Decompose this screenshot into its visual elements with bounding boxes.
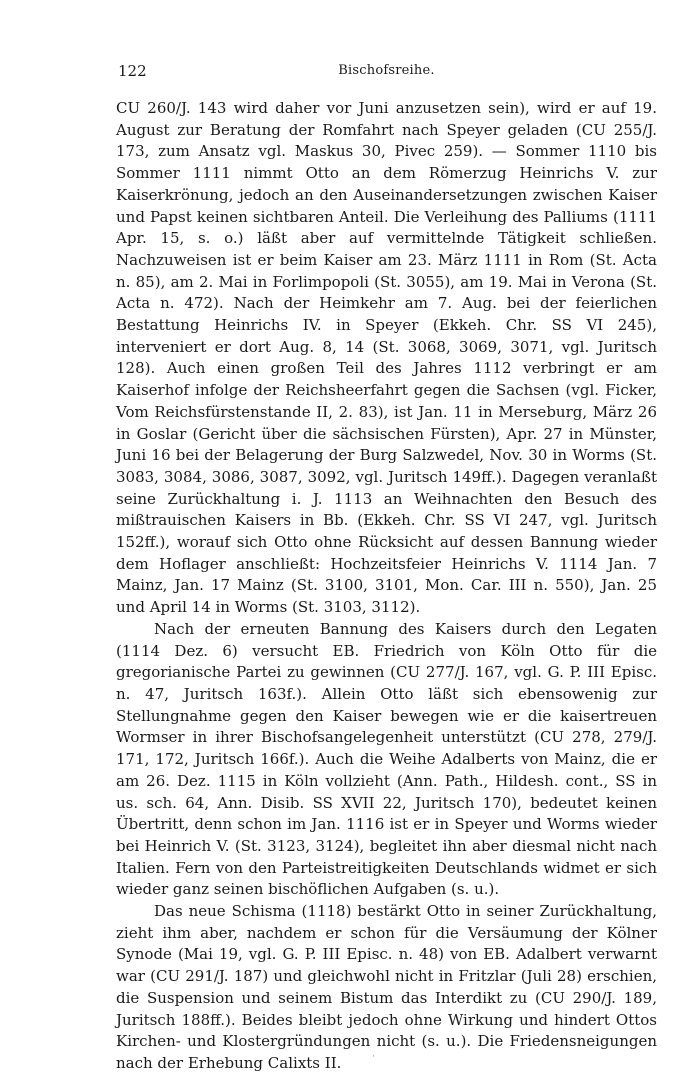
document-page [116,62,657,1075]
running-title: Bischofsreihe. [338,63,435,78]
footer-mark: · [372,1052,375,1062]
paragraph: CU 260/J. 143 wird daher vor Juni anzusetzen sein), wird er auf 19. August zur Beratung der Romfahrt nach Speyer geladen (CU 255/J. 173, zum Ansatz vgl. Maskus 30, Pivec 259). — Sommer 1110 bis Sommer 1111 nimmt Otto an dem Römerzug Heinrichs V. zur Kaiserkrönung, jedoch an den Auseinandersetzungen zwischen Kaiser und Papst keinen sichtbaren Anteil. Die Verleihung des Palliums (1111 Apr. 15, s. o.) läßt aber auf vermittelnde Tätigkeit schließen. Nachzuweisen ist er beim Kaiser am 23. März 1111 in Rom (St. Acta n. 85), am 2. Mai in Forlimpopoli (St. 3055), am 19. Mai in Verona (St. Acta n. 472). Nach der Heimkehr am 7. Aug. bei der feierlichen Bestattung Heinrichs IV. in Speyer (Ekkeh. Chr. SS VI 245), interveniert er dort Aug. 8, 14 (St. 3068, 3069, 3071, vgl. Juritsch 128). Auch einen großen Teil des Jahres 1112 verbringt er am Kaiserhof infolge der Reichsheerfahrt gegen die Sachsen (vgl. Ficker, Vom Reichsfürstenstande II, 2. 83), ist Jan. 11 in Merseburg, März 26 in Goslar (Gericht über die sächsischen Fürsten), Apr. 27 in Münster, Juni 16 bei der Belagerung der Burg Salzwedel, Nov. 30 in Worms (St. 3083, 3084, 3086, 3087, 3092, vgl. Juritsch 149ff.). Dagegen veranlaßt seine Zurückhaltung i. J. 1113 an Weihnachten den Besuch des mißtrauischen Kaisers in Bb. (Ekkeh. Chr. SS VI 247, vgl. Juritsch 152ff.), worauf sich Otto ohne Rücksicht auf dessen Bannung wieder dem Hoflager anschließt: Hochzeitsfeier Heinrichs V. 1114 Jan. 7 Mainz, Jan. 17 Mainz (St. 3100, 3101, Mon. Car. III n. 550), Jan. 25 und April 14 in Worms (St. 3103, 3112). [116,99,657,617]
page-header [116,62,657,86]
paragraph: Nach der erneuten Bannung des Kaisers durch den Legaten (1114 Dez. 6) versucht EB. Friedrich von Köln Otto für die gregorianische Partei zu gewinnen (CU 277/J. 167, vgl. G. P. III Episc. n. 47, Juritsch 163f.). Allein Otto läßt sich ebensowenig zur Stellungnahme gegen den Kaiser bewegen wie er die kaisertreuen Wormser in ihrer Bischofsangelegenheit unterstützt (CU 278, 279/J. 171, 172, Juritsch 166f.). Auch die Weihe Adalberts von Mainz, die er am 26. Dez. 1115 in Köln vollzieht (Ann. Path., Hildesh. cont., SS in us. sch. 64, Ann. Disib. SS XVII 22, Juritsch 170), bedeutet keinen Übertritt, denn schon im Jan. 1116 ist er in Speyer und Worms wieder bei Heinrich V. (St. 3123, 3124), begleitet ihn aber diesmal nicht nach Italien. Fern von den Parteistreitigkeiten Deutschlands widmet er sich wieder ganz seinen bischöflichen Aufgaben (s. u.). [116,619,657,899]
body-text [116,98,657,1075]
paragraph: Das neue Schisma (1118) bestärkt Otto in seiner Zurückhaltung, zieht ihm aber, nachdem er schon für die Versäumung der Kölner Synode (Mai 19, vgl. G. P. III Episc. n. 48) von EB. Adalbert verwarnt war (CU 291/J. 187) und gleichwohl nicht in Fritzlar (Juli 28) erschien, die Suspension und seinem Bistum das Interdikt zu (CU 290/J. 189, Juritsch 188ff.). Beides bleibt jedoch ohne Wirkung und hindert Ottos Kirchen- und Klostergründungen nicht (s. u.). Die Friedensneigungen nach der Erhebung Calixts II. [116,902,657,1072]
page-number: 122 [118,62,147,80]
